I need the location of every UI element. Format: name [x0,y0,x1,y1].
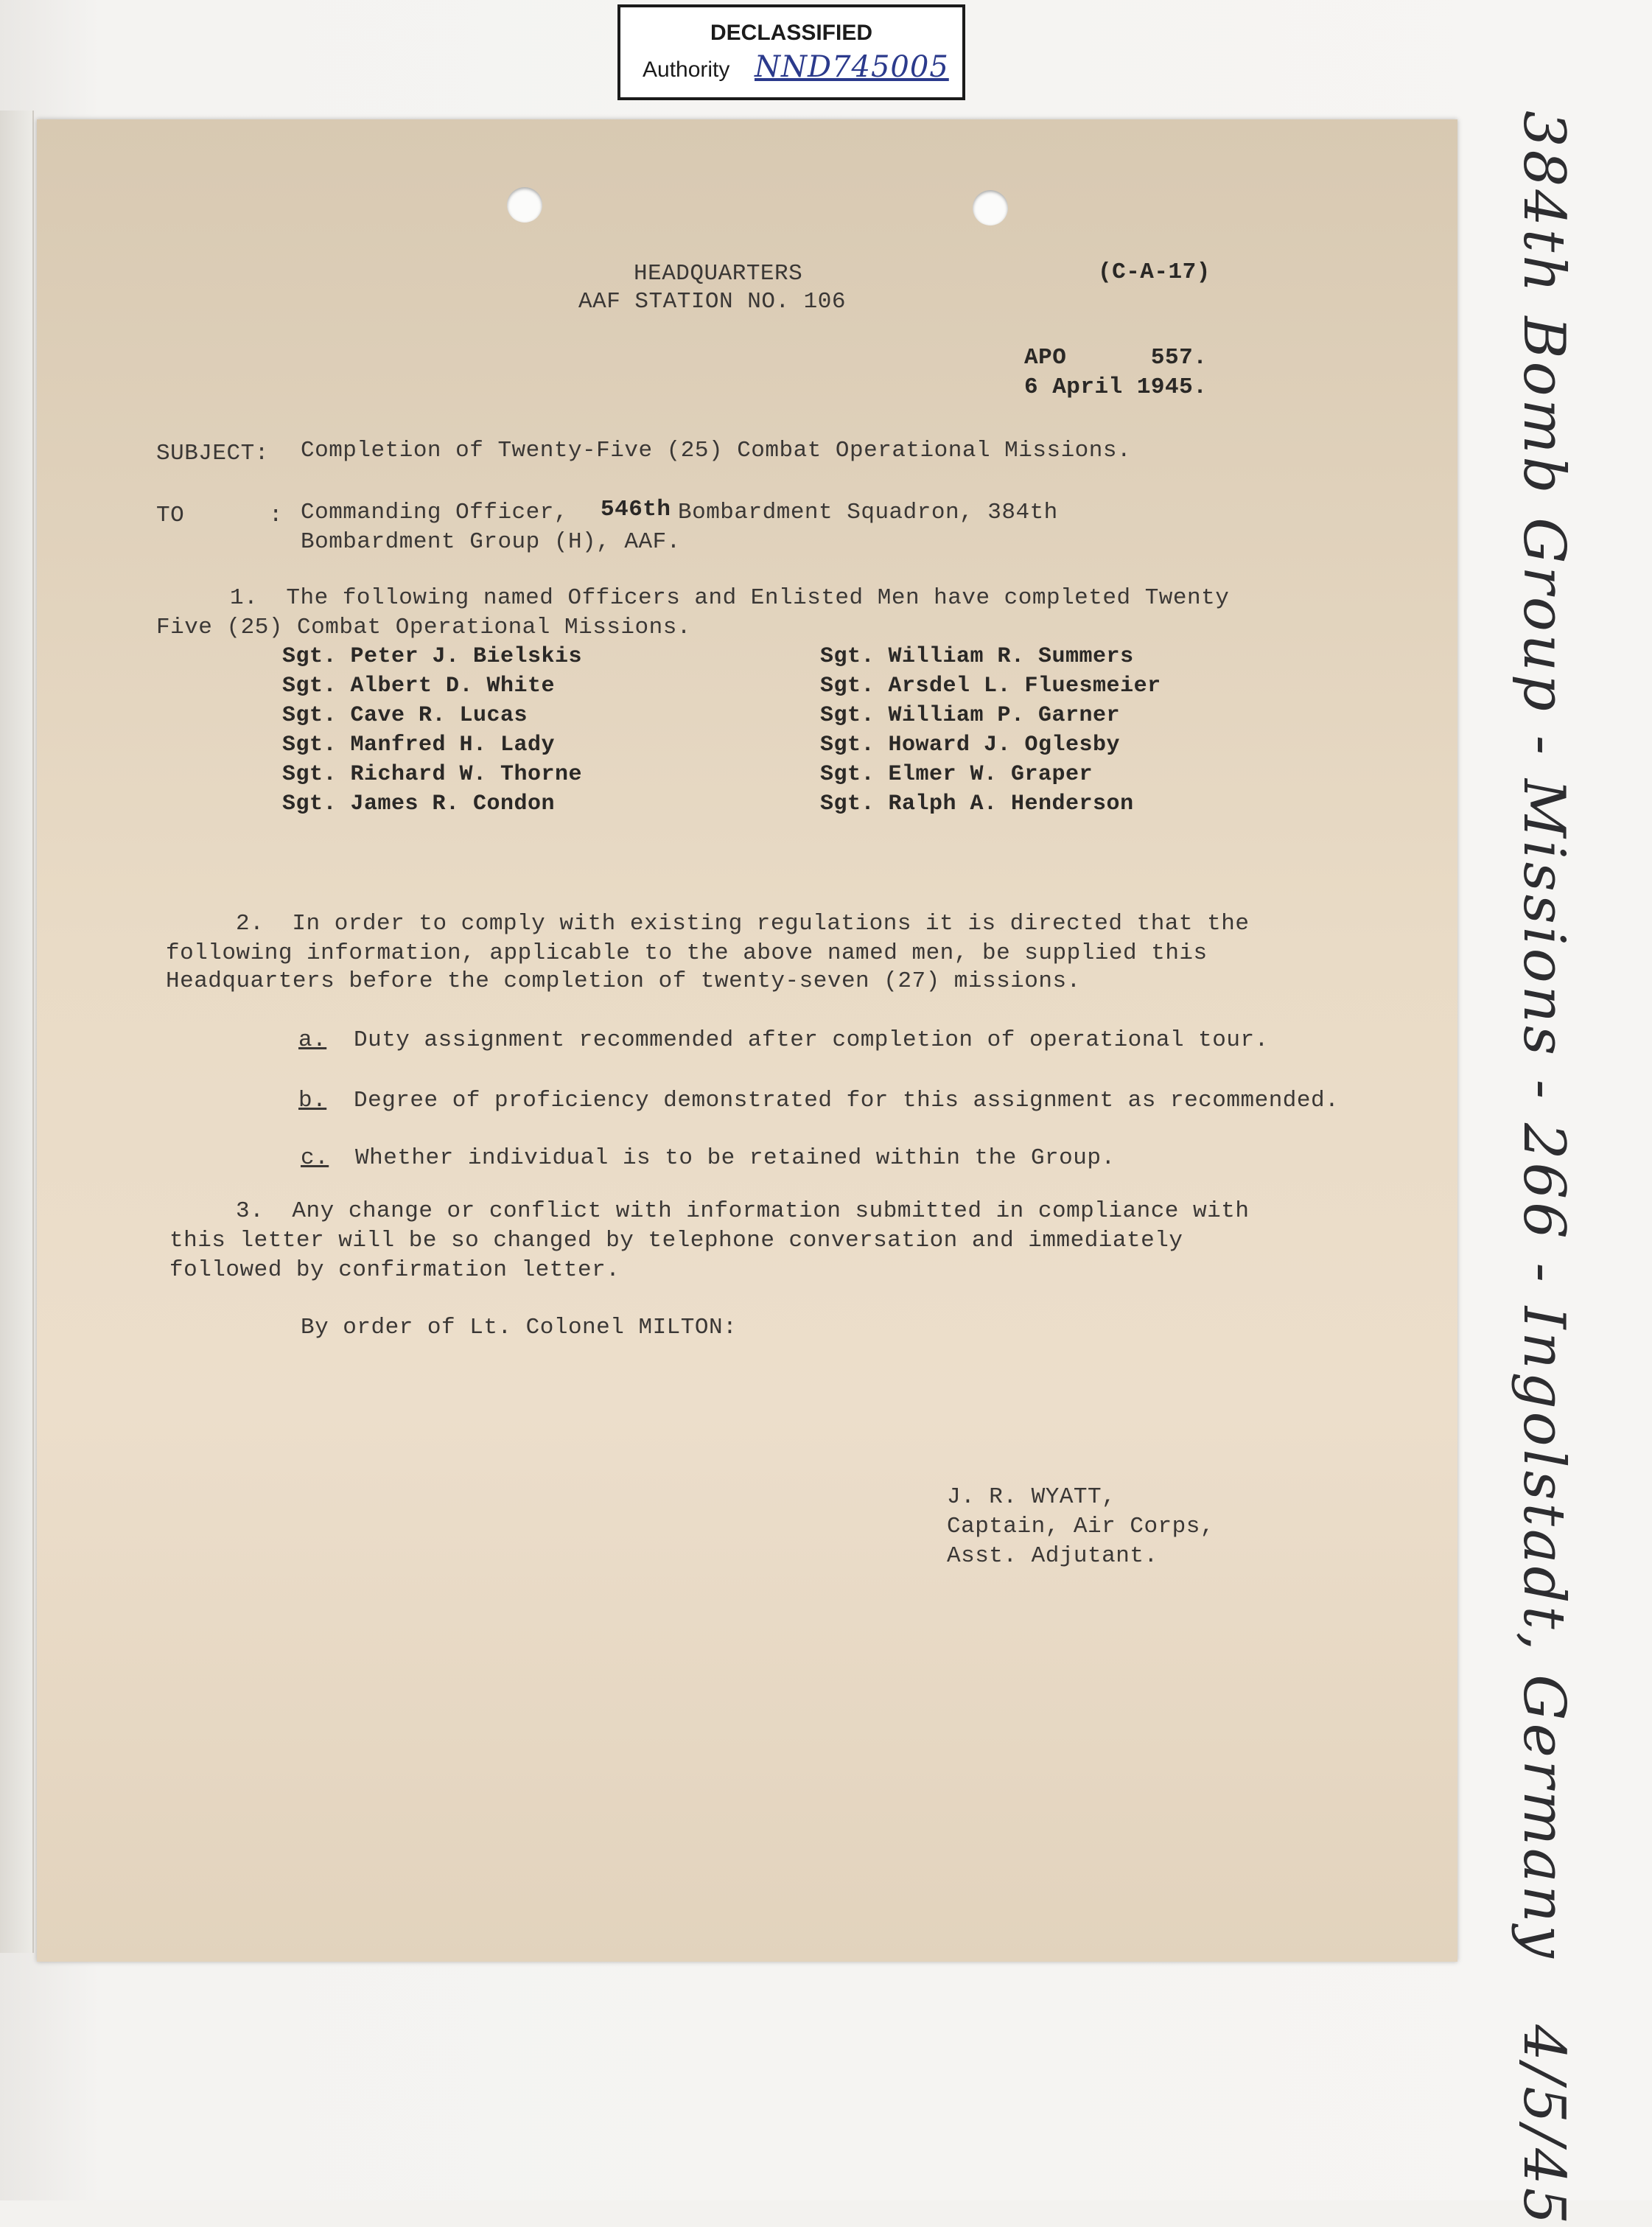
crew-name-right: Sgt. William P. Garner [820,703,1121,728]
crew-name-right: Sgt. Howard J. Oglesby [820,733,1121,758]
item-b-letter: b. [298,1088,327,1114]
letter-date: 6 April 1945. [1024,374,1208,400]
item-c-letter: c. [301,1145,329,1171]
to-line-1a: Commanding Officer, [301,500,568,525]
crew-name-left: Sgt. James R. Condon [282,791,556,817]
item-a-text: Duty assignment recommended after completion of operational tour. [354,1027,1269,1053]
punch-hole-left [507,187,542,223]
handwritten-margin-note: 384th Bomb Group - Missions - 266 - Ingolstadt, Germany 4/5/45 [1511,111,1577,2227]
document-page [37,119,1457,1962]
crew-name-right: Sgt. William R. Summers [820,644,1134,669]
crew-name-left: Sgt. Albert D. White [282,674,556,699]
apo-number: APO 557. [1024,345,1208,371]
para1-line-1: 1. The following named Officers and Enlisted Men have completed Twenty [230,585,1230,611]
crew-name-left: Sgt. Richard W. Thorne [282,762,583,787]
crew-name-left: Sgt. Cave R. Lucas [282,703,528,728]
para3-line-3: followed by confirmation letter. [169,1257,620,1283]
signature-rank: Captain, Air Corps, [947,1514,1214,1539]
punch-hole-right [973,190,1008,226]
stamp-authority-label: Authority [643,57,730,82]
by-order-line: By order of Lt. Colonel MILTON: [301,1315,738,1340]
crew-name-right: Sgt. Elmer W. Graper [820,762,1093,787]
crew-name-right: Sgt. Arsdel L. Fluesmeier [820,674,1161,699]
para2-line-2: following information, applicable to the above named men, be supplied this [166,940,1208,966]
file-code: (C-A-17) [1098,259,1211,285]
signature-title: Asst. Adjutant. [947,1543,1158,1569]
para3-line-2: this letter will be so changed by telephone conversation and immediately [169,1228,1183,1254]
para3-line-1: 3. Any change or conflict with information submitted in compliance with [236,1198,1250,1224]
crew-name-left: Sgt. Manfred H. Lady [282,733,556,758]
item-b-text: Degree of proficiency demonstrated for this assignment as recommended. [354,1088,1340,1114]
crew-name-left: Sgt. Peter J. Bielskis [282,644,583,669]
para1-line-2: Five (25) Combat Operational Missions. [156,615,691,640]
to-line-1c: Bombardment Squadron, 384th [678,500,1058,525]
para2-line-3: Headquarters before the completion of twenty-seven (27) missions. [166,968,1081,994]
signature-name: J. R. WYATT, [947,1484,1116,1510]
declassified-stamp [617,4,965,100]
subject-text: Completion of Twenty-Five (25) Combat Operational Missions. [301,438,1132,464]
item-c-text: Whether individual is to be retained within the Group. [355,1145,1116,1171]
underlying-pages-edge [0,111,34,1953]
item-a-letter: a. [298,1027,327,1053]
header-line-1: HEADQUARTERS [634,261,803,287]
stamp-title: DECLASSIFIED [710,21,873,45]
header-line-2: AAF STATION NO. 106 [578,289,846,315]
to-squadron-number: 546th [601,497,671,522]
to-label: TO : [156,503,283,528]
subject-label: SUBJECT: [156,441,269,466]
stamp-authority-value: NND745005 [755,50,949,84]
para2-line-1: 2. In order to comply with existing regulations it is directed that the [236,911,1250,937]
to-line-2: Bombardment Group (H), AAF. [301,529,681,555]
crew-name-right: Sgt. Ralph A. Henderson [820,791,1134,817]
